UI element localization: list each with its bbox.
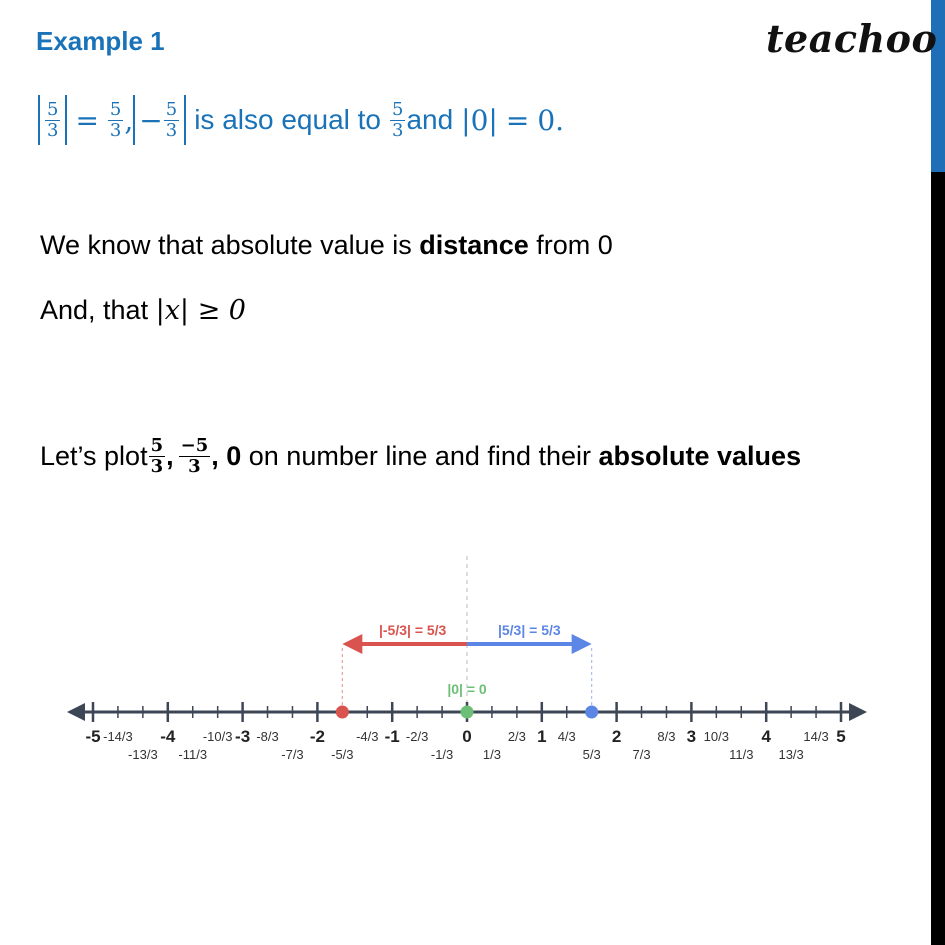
number-line-figure xyxy=(0,540,930,790)
abs-zero: |0| xyxy=(461,103,498,137)
major-tick-label: -1 xyxy=(384,727,400,746)
major-tick-label: 1 xyxy=(537,727,547,746)
major-tick-label: -5 xyxy=(85,727,101,746)
major-tick-label: -2 xyxy=(309,727,325,746)
fraction-tick-label: -7/3 xyxy=(281,747,304,762)
equals-sign-2: = xyxy=(505,103,530,137)
fraction-tick-label: 10/3 xyxy=(703,729,729,744)
page-title: Example 1 xyxy=(36,26,165,56)
fraction-tick-label: 7/3 xyxy=(632,747,651,762)
axis-left-arrowhead xyxy=(67,703,85,721)
major-tick-label: 2 xyxy=(611,727,622,746)
fraction-tick-label: 13/3 xyxy=(778,747,804,762)
fraction-tick-label: -1/3 xyxy=(430,747,454,762)
text-is-also-equal: is also equal to xyxy=(194,104,381,135)
fraction-tick-label: -10/3 xyxy=(202,729,233,744)
distance-statement: We know that absolute value is distance from 0 xyxy=(40,230,613,260)
absolute-value-equation xyxy=(38,92,564,148)
fraction-tick-label: -8/3 xyxy=(256,729,279,744)
fraction-tick-label: 5/3 xyxy=(582,747,601,762)
fraction-tick-label: 11/3 xyxy=(729,747,754,762)
major-tick-label: -3 xyxy=(235,727,251,746)
equals-sign: = xyxy=(75,103,99,137)
major-tick-label: 5 xyxy=(836,727,846,746)
fraction-tick-label: -4/3 xyxy=(356,729,379,744)
fraction-tick-label: 1/3 xyxy=(482,747,501,762)
fraction-tick-label: 14/3 xyxy=(803,729,829,744)
fraction-tick-label: 4/3 xyxy=(557,729,576,744)
fraction-tick-label: -2/3 xyxy=(405,729,429,744)
right-arrow-label: |5/3| = 5/3 xyxy=(497,622,561,638)
fraction-tick-label: -13/3 xyxy=(128,747,158,762)
point-zero xyxy=(461,706,474,719)
teachoo-logo: teachoo xyxy=(766,16,938,61)
major-tick-label: 3 xyxy=(686,727,697,746)
point-minus-five-thirds xyxy=(336,706,349,719)
fraction-tick-label: 8/3 xyxy=(657,729,676,744)
left-arrowhead xyxy=(342,634,362,654)
fraction-tick-label: 2/3 xyxy=(507,729,526,744)
right-arrowhead xyxy=(572,634,592,654)
zero-value: 0. xyxy=(537,103,565,137)
five-thirds-fraction: $\frac{5}{3}$ xyxy=(109,98,122,141)
point-five-thirds xyxy=(585,706,598,719)
abs-five-thirds: $\frac{5}{3}$ xyxy=(38,95,67,145)
five-thirds-fraction-2: $\frac{5}{3}$ xyxy=(392,98,404,141)
axis-right-arrowhead xyxy=(849,703,867,721)
zero-abs-label: |0| = 0 xyxy=(447,681,487,697)
fraction-tick-label: -11/3 xyxy=(178,747,208,762)
text-and: and xyxy=(406,104,454,135)
major-tick-label: 0 xyxy=(462,727,472,746)
major-tick-label: 4 xyxy=(761,727,771,746)
abs-minus-five-thirds: − $\frac{5}{3}$ xyxy=(133,95,186,145)
plot-instruction: Let’s plot $\frac{5}{3}$ , $\frac{-5}{3}$ , 0 on number line and find their absolute values xyxy=(40,435,802,477)
comma: , xyxy=(124,103,134,137)
nonnegative-statement: And, that |x| ≥ 0 xyxy=(40,295,246,326)
fraction-tick-label: -14/3 xyxy=(103,729,133,744)
left-arrow-label: |-5/3| = 5/3 xyxy=(378,622,447,638)
major-tick-label: -4 xyxy=(160,727,176,746)
fraction-tick-label: -5/3 xyxy=(331,747,354,762)
